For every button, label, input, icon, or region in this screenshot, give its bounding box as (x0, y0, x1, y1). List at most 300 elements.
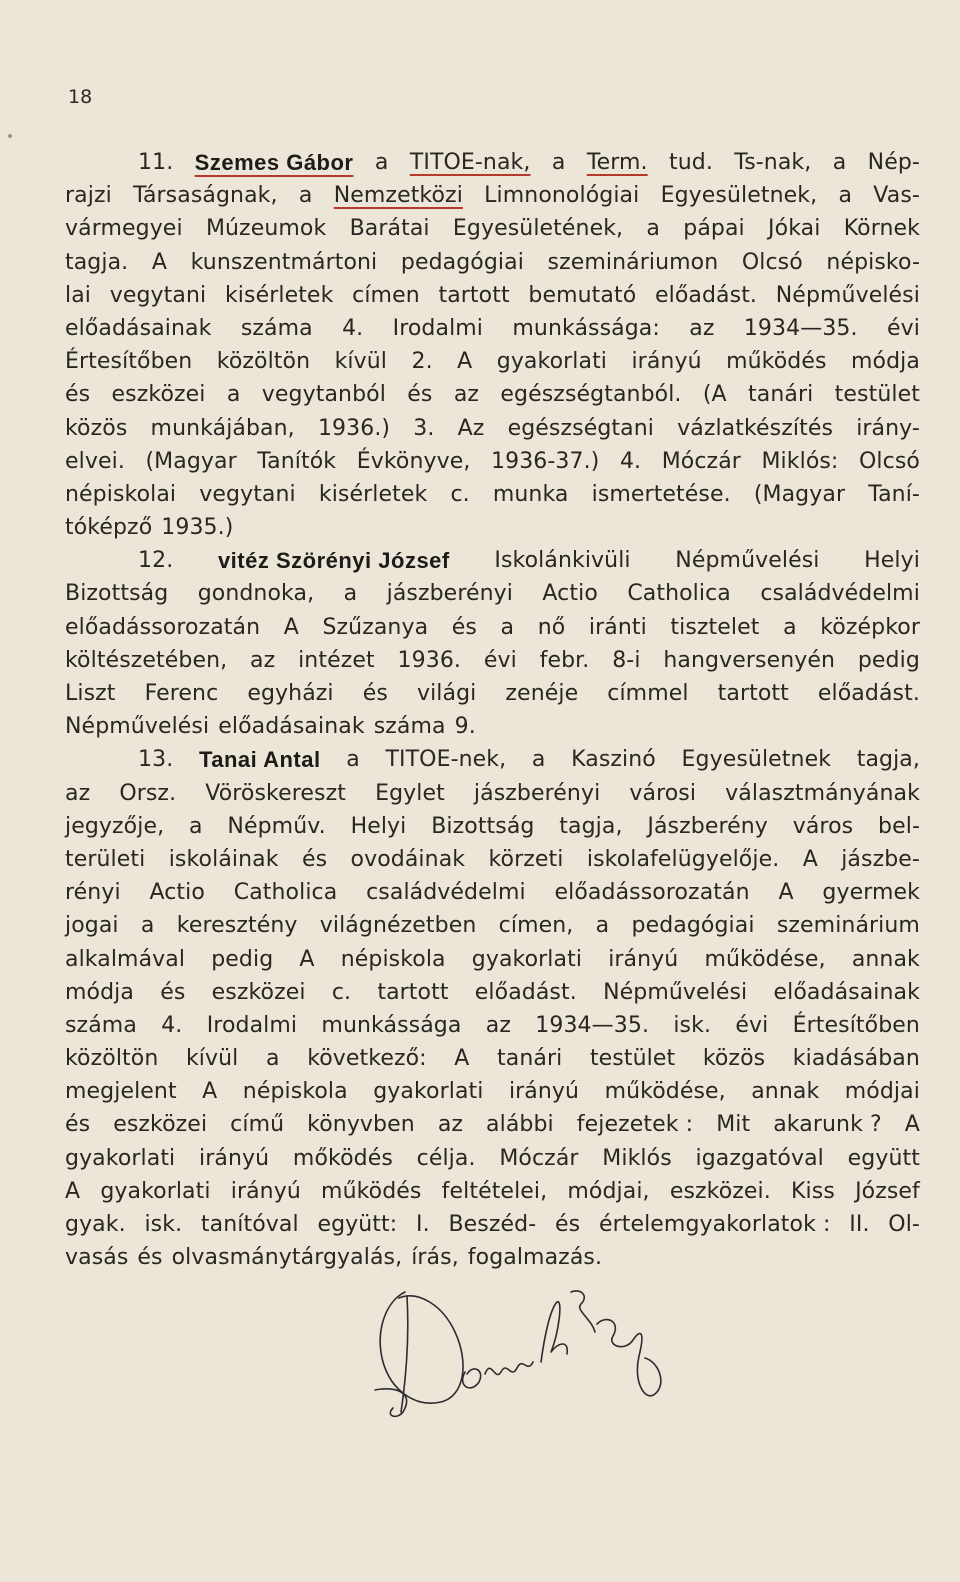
word: A (454, 1046, 470, 1072)
word: Értesítőben (65, 349, 193, 375)
word: és (160, 979, 186, 1005)
word: közös (702, 1046, 766, 1072)
word: Jókai (768, 216, 821, 242)
word: rényi (65, 880, 121, 906)
word: zenéje (505, 681, 579, 706)
word: Nemzetközi (333, 183, 463, 209)
word: ovodáinak (350, 846, 466, 872)
word: együtt (847, 1145, 920, 1171)
word: és (65, 382, 91, 408)
word: Limnonológiai (484, 183, 640, 209)
word: Népművelési (775, 282, 920, 308)
word: középkor (820, 614, 920, 640)
word: A (65, 1178, 81, 1204)
person-name: Tanai Antal (198, 747, 321, 773)
word: igazgatóval (695, 1145, 824, 1171)
word: megjelent (65, 1079, 177, 1105)
word: a (266, 1046, 280, 1072)
word: a (226, 382, 241, 408)
word: családvédelmi (760, 581, 920, 607)
word: kisérletek (224, 282, 334, 308)
text-line (65, 478, 920, 511)
word: Társaságnak, (133, 183, 278, 209)
word: gyakorlati (496, 349, 608, 375)
word: 13. (138, 747, 174, 773)
word: népisko- (826, 249, 920, 275)
word: ismertetése. (591, 481, 731, 507)
text-line (65, 146, 920, 179)
word: előadássorozatán (554, 880, 750, 906)
word: és (137, 1245, 163, 1271)
word: körzeti (488, 846, 564, 872)
word: eszközei (111, 382, 206, 408)
word: Kiss (791, 1178, 835, 1204)
word: vármegyei (65, 216, 183, 242)
word: a (189, 813, 203, 839)
word: A (151, 249, 168, 275)
word: Egyesületnek, (660, 183, 818, 209)
person-name: Szemes Gábor (194, 150, 354, 175)
word: egészségtani (507, 415, 654, 441)
word: világi (416, 681, 477, 706)
word: kívül (334, 349, 388, 375)
word: tartott (438, 282, 510, 308)
word: isk. (144, 1212, 183, 1237)
word: címmel (607, 681, 689, 706)
word: Ol- (888, 1212, 920, 1237)
word: pedagógiai (631, 913, 755, 939)
word: Liszt (65, 681, 116, 706)
word: A (457, 349, 473, 375)
word: Barátai (349, 216, 430, 242)
word: irány- (856, 415, 920, 441)
word: tanítóval (200, 1212, 299, 1237)
word: előadásainak (218, 714, 365, 740)
word: febr. (539, 647, 590, 673)
word: Vas- (873, 183, 920, 209)
word: Miklós: (761, 448, 839, 474)
word: A (202, 1079, 218, 1105)
word: a (595, 913, 610, 939)
word: 11. (138, 150, 174, 175)
word: vázlatkészítés (677, 415, 834, 441)
word: a (551, 150, 566, 175)
word: (A (702, 382, 727, 408)
text-line (65, 1108, 920, 1141)
word: az (689, 315, 715, 341)
word: értelemgyakorlatok : (598, 1212, 831, 1237)
word: kiadásában (792, 1046, 920, 1072)
word: bemutató (528, 282, 637, 308)
word: tanári (748, 382, 814, 408)
word: iskolafelügyelője. (586, 846, 780, 872)
text-line (65, 777, 920, 810)
word: népiskola (242, 1079, 348, 1105)
text-line (65, 279, 920, 312)
word: fejezetek : (576, 1112, 694, 1138)
word: (Magyar (753, 481, 846, 507)
word: A (283, 614, 299, 640)
word: száma (373, 714, 446, 740)
word: Tanítók (257, 448, 337, 474)
word: 1936.) (317, 415, 391, 441)
word: a (374, 150, 389, 175)
word: Kaszinó (571, 747, 656, 773)
word: eszközei (113, 1112, 208, 1138)
word: tagja, (856, 747, 920, 773)
word: Vöröskereszt (205, 780, 346, 806)
word: tartott (717, 681, 789, 706)
word: közös (65, 415, 128, 441)
text-line (65, 943, 920, 976)
word: irányú (508, 1079, 580, 1105)
word: közöltön (216, 349, 311, 375)
word: az (437, 1112, 464, 1138)
word: pedig (857, 647, 920, 673)
word: világnézetben (319, 913, 477, 939)
word: Bizottság (65, 581, 169, 607)
word: TITOE-nak, (409, 150, 531, 175)
word: c. (331, 979, 352, 1005)
word: Iskolánkivüli (494, 548, 631, 574)
word: bel- (878, 813, 920, 839)
word: és (554, 1212, 581, 1237)
word: módjai (844, 1079, 920, 1105)
word: A (904, 1112, 920, 1138)
word: Ferenc (144, 681, 219, 706)
word: vegytanból (261, 382, 386, 408)
word: Ts-nak, (734, 150, 812, 175)
word: Népművelési (603, 979, 748, 1005)
word: címen (352, 282, 420, 308)
word: vegytani (109, 282, 207, 308)
word: című (230, 1112, 285, 1138)
word: gyakorlati (471, 946, 583, 972)
word: Mit (716, 1112, 751, 1138)
word: tagja. (65, 249, 129, 275)
word: TITOE-nek, (385, 747, 507, 773)
text-line (65, 312, 920, 345)
word: 3. (413, 415, 435, 441)
word: címen, (498, 913, 574, 939)
word: egyházi (247, 681, 334, 706)
word: működés (726, 349, 827, 375)
word: irányú (631, 349, 702, 375)
word: célja. (416, 1145, 476, 1171)
text-line (65, 246, 920, 279)
word: az (65, 780, 91, 806)
word: rajzi (65, 183, 112, 209)
word: Beszéd- (448, 1212, 537, 1237)
text-line (65, 1175, 920, 1208)
word: Actio (542, 581, 598, 607)
text-line (65, 976, 920, 1009)
text-line (65, 1042, 920, 1075)
word: városi (629, 780, 697, 806)
word: előadást. (817, 681, 920, 706)
word: családvédelmi (366, 880, 526, 906)
text-line (65, 1142, 920, 1175)
word: és (301, 846, 328, 872)
word: a (140, 913, 155, 939)
text-line (65, 644, 920, 677)
word: Népműv. (227, 813, 326, 839)
word: előadást. (474, 979, 577, 1005)
word: szemináriumon (547, 249, 719, 275)
word: irányú (608, 946, 679, 972)
word: tagja, (559, 813, 623, 839)
word: az (250, 647, 276, 673)
word: gyakorlati (373, 1079, 484, 1105)
handwritten-signature (345, 1262, 705, 1422)
text-line (65, 412, 920, 445)
word: munkássága (321, 1012, 462, 1038)
word: szeminárium (776, 913, 920, 939)
text-line (65, 212, 920, 245)
word: kisérletek (318, 481, 428, 507)
word: irányú (199, 1145, 270, 1171)
word: jászberényi (473, 780, 601, 806)
word: és (65, 1112, 91, 1138)
word: évi (735, 1012, 769, 1038)
word: c. (450, 481, 470, 507)
word: Catholica (233, 880, 338, 906)
word: és (407, 382, 433, 408)
word: a (500, 614, 515, 640)
word: keresztény (176, 913, 298, 939)
word: Körnek (843, 216, 920, 242)
word: I. (416, 1212, 430, 1237)
word: 4. (161, 1012, 183, 1038)
word: (Magyar (145, 448, 237, 474)
word: intézet (298, 647, 375, 673)
word: Orsz. (119, 780, 177, 806)
word: feltételei, (441, 1178, 548, 1204)
word: Móczár (661, 448, 741, 474)
word: évi (483, 647, 517, 673)
word: Olcsó (741, 249, 803, 275)
text-line (65, 1009, 920, 1042)
word: gyermek (822, 880, 920, 906)
text-line (65, 1075, 920, 1108)
word: Irodalmi (392, 315, 484, 341)
word: Taní- (868, 481, 920, 507)
text-line (65, 810, 920, 843)
word: a (298, 183, 313, 209)
word: tud. (669, 150, 713, 175)
word: Olcsó (859, 448, 920, 474)
word: 1936. (397, 647, 462, 673)
text-line (65, 743, 920, 776)
word: könyvben (307, 1112, 415, 1138)
word: jászbe- (841, 846, 920, 872)
word: iránti (588, 614, 647, 640)
word: tartott (377, 979, 449, 1005)
word: Szűzanya (322, 614, 429, 640)
word: annak (751, 1079, 820, 1105)
word: Népművelési (675, 548, 820, 574)
word: Jászberény (647, 813, 768, 839)
text-line (65, 445, 920, 478)
word: munka (492, 481, 569, 507)
word: Egyesületének, (452, 216, 624, 242)
word: működése, (604, 1079, 726, 1105)
word: A (778, 880, 794, 906)
word: jászberényi (386, 581, 513, 607)
word: Múzeumok (205, 216, 327, 242)
text-line (65, 611, 920, 644)
word: hangversenyén (663, 647, 836, 673)
page-number: 18 (68, 86, 93, 108)
word: annak (851, 946, 920, 972)
word: működés (321, 1178, 422, 1204)
text-line (65, 378, 920, 411)
text-line (65, 710, 920, 743)
word: A (802, 846, 818, 872)
word: A (299, 946, 315, 972)
word: József (855, 1178, 920, 1204)
word: II. (849, 1212, 870, 1237)
text-line (65, 909, 920, 942)
word: előadássorozatán (65, 614, 261, 640)
word: módja (850, 349, 920, 375)
word: alábbi (486, 1112, 554, 1138)
word: népiskola (340, 946, 446, 972)
word: a (832, 150, 847, 175)
text-line (65, 843, 920, 876)
word: testület (589, 1046, 676, 1072)
text-line (65, 179, 920, 212)
word: 1936-37.) (491, 448, 600, 474)
word: és (362, 681, 388, 706)
word: és (451, 614, 477, 640)
word: módja (65, 979, 134, 1005)
word: előadást. (655, 282, 758, 308)
word: jegyzője, (65, 813, 165, 839)
word: vegytani (199, 481, 296, 507)
word: területi (65, 846, 146, 872)
text-line (65, 577, 920, 610)
word: 12. (138, 548, 174, 574)
word: Egyesületnek (681, 747, 832, 773)
word: módjai, (567, 1178, 650, 1204)
word: következő: (307, 1046, 427, 1072)
word: elvei. (65, 448, 125, 474)
word: vasás (65, 1245, 129, 1271)
word: mőködés (292, 1145, 393, 1171)
person-name: vitéz Szörényi József (217, 548, 450, 574)
word: népiskolai (65, 481, 177, 507)
word: munkájában, (150, 415, 295, 441)
word: az (485, 1012, 511, 1038)
body-text (65, 146, 920, 1274)
word: a (783, 614, 797, 640)
word: gondnoka, (197, 581, 315, 607)
word: egészségtanból. (500, 382, 682, 408)
word: eszközei (211, 979, 306, 1005)
word: gyakorlati (100, 1178, 211, 1204)
word: Helyi (350, 813, 407, 839)
word: Értesítőben (792, 1012, 920, 1038)
text-line (65, 1208, 920, 1241)
word: kívül (185, 1046, 239, 1072)
word: irányú (230, 1178, 301, 1204)
word: együtt: (317, 1212, 398, 1237)
word: Népművelési (65, 714, 210, 740)
word: Nép- (867, 150, 920, 175)
word: pedagógiai (400, 249, 524, 275)
word: a (531, 747, 546, 773)
word: város (792, 813, 854, 839)
word: a (346, 747, 360, 773)
text-line (65, 511, 920, 544)
word: 1934—35. (743, 315, 858, 341)
word: Az (457, 415, 485, 441)
word: testület (834, 382, 920, 408)
word: Irodalmi (206, 1012, 298, 1038)
word: pedig (211, 946, 274, 972)
word: írás, (411, 1245, 459, 1271)
word: 9. (454, 714, 476, 740)
word: fogalmazás. (467, 1245, 603, 1271)
word: kunszentmártoni (190, 249, 378, 275)
word: választmányának (725, 780, 920, 806)
word: Egylet (375, 780, 445, 806)
word: Helyi (864, 548, 920, 574)
word: iskoláinak (168, 846, 279, 872)
word: 4. (342, 315, 364, 341)
word: évi (886, 315, 920, 341)
word: 8-i (612, 647, 641, 673)
word: akarunk ? (773, 1112, 882, 1138)
word: isk. (673, 1012, 712, 1038)
word: tanári (497, 1046, 563, 1072)
speck (8, 134, 12, 138)
word: jogai (65, 913, 119, 939)
word: eszközei. (669, 1178, 771, 1204)
word: 1935.) (161, 515, 234, 541)
text-line (65, 677, 920, 710)
word: gyak. (65, 1212, 126, 1237)
word: költészetében, (65, 647, 228, 673)
word: Miklós (602, 1145, 672, 1171)
text-line (65, 876, 920, 909)
word: közöltön (65, 1046, 159, 1072)
word: Term. (586, 150, 648, 175)
word: a (646, 216, 660, 242)
word: lai (65, 282, 92, 308)
word: száma (65, 1012, 137, 1038)
word: Bizottság (431, 813, 535, 839)
word: alkalmával (65, 946, 186, 972)
word: a (838, 183, 853, 209)
word: tisztelet (670, 614, 760, 640)
word: előadásainak (773, 979, 920, 1005)
word: olvasmánytárgyalás, (171, 1245, 403, 1271)
word: a (343, 581, 358, 607)
word: pápai (683, 216, 745, 242)
word: 4. (619, 448, 642, 474)
text-line (65, 345, 920, 378)
word: Catholica (627, 581, 731, 607)
word: munkássága: (512, 315, 660, 341)
text-line (65, 544, 920, 577)
word: 1934—35. (535, 1012, 650, 1038)
word: Móczár (499, 1145, 579, 1171)
word: Actio (149, 880, 205, 906)
word: nő (537, 614, 566, 640)
word: működése, (704, 946, 826, 972)
